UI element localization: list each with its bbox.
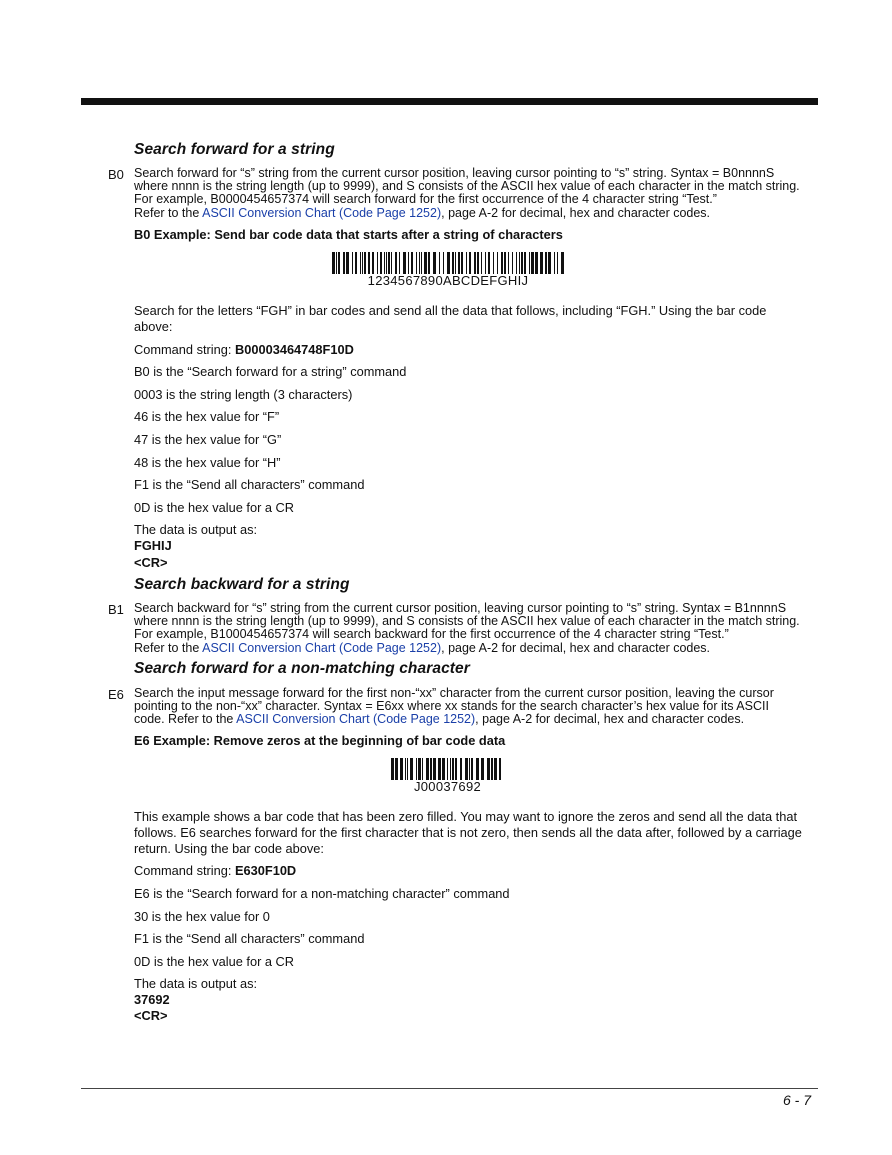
barcode-bar — [512, 252, 513, 274]
barcode-bar — [424, 252, 427, 274]
barcode-bar — [494, 758, 497, 780]
barcode-bar — [497, 252, 498, 274]
header-rule — [81, 98, 818, 105]
b0-code: B0 — [108, 167, 124, 182]
barcode-bar — [519, 252, 520, 274]
barcode-bar — [400, 758, 403, 780]
barcode-bar — [338, 252, 340, 274]
barcode-bar — [439, 252, 440, 274]
b0-output-cr: <CR> — [134, 555, 168, 570]
barcode-bar — [452, 758, 454, 780]
e6-command-value: E630F10D — [235, 863, 297, 878]
barcode-bar — [469, 252, 471, 274]
barcode-bar — [403, 252, 406, 274]
b0-desc-line-1: Search forward for “s” string from the current cursor position, leaving cursor pointing to “s” string. Syntax = B0nnnnS — [134, 166, 775, 180]
barcode-bar — [561, 252, 564, 274]
barcode-bar — [476, 758, 479, 780]
b0-command-value: B00003464748F10D — [235, 342, 354, 357]
e6-output-label: The data is output as: — [134, 976, 258, 991]
barcode-bar — [388, 252, 390, 274]
e6-explanation — [134, 809, 824, 857]
b0-output-value: FGHIJ — [134, 538, 172, 553]
barcode-bar — [336, 252, 337, 274]
barcode-bar — [421, 252, 422, 274]
barcode-bar — [426, 758, 429, 780]
e6-desc-line-3 — [134, 713, 824, 726]
e6-ascii-chart-link[interactable]: ASCII Conversion Chart (Code Page 1252) — [236, 712, 476, 727]
barcode-bar — [384, 252, 385, 274]
b1-refer-pre: Refer to the — [134, 640, 203, 655]
barcode-bar — [386, 252, 387, 274]
barcode-bar — [508, 252, 509, 274]
b0-command-label: Command string: — [134, 342, 235, 357]
b1-desc-line-2: where nnnn is the string length (up to 9999), and S consists of the ASCII hex value of each character in the match string. — [134, 614, 800, 629]
footer-rule — [81, 1088, 818, 1089]
b1-ascii-chart-link[interactable]: ASCII Conversion Chart (Code Page 1252) — [202, 640, 442, 655]
e6-output-cr: <CR> — [134, 1008, 168, 1023]
b0-explain-line-1: Search for the letters “FGH” in bar codes and send all the data that follows, including “FGH.” Using the bar code — [134, 303, 767, 318]
e6-command-label: Command string: — [134, 863, 235, 878]
barcode-bar — [524, 252, 526, 274]
e6-command-string — [134, 863, 296, 878]
e6-example-title: E6 Example: Remove zeros at the beginning of bar code data — [134, 733, 506, 748]
barcode-bar — [554, 252, 555, 274]
barcode-bar — [355, 252, 357, 274]
barcode-bar — [491, 758, 493, 780]
barcode-bar — [368, 252, 370, 274]
barcode-bar — [455, 252, 456, 274]
b0-explanation — [134, 303, 824, 335]
b1-description — [134, 602, 824, 655]
barcode-bar — [450, 758, 451, 780]
barcode-bar — [531, 252, 534, 274]
e6-desc-pre: pointing to the non-“xx” character. — [134, 699, 324, 714]
e6-desc-line-1: Search the input message forward for the first non-“xx” character from the current cursor position, leaving the cursor — [134, 686, 774, 700]
barcode-bar — [408, 252, 409, 274]
barcode-bar — [471, 758, 473, 780]
barcode-bar — [418, 758, 421, 780]
b0-refer-line — [134, 207, 824, 220]
b0-description — [134, 167, 824, 220]
barcode-bar — [545, 252, 547, 274]
b0-refer-pre: Refer to the — [134, 205, 203, 220]
barcode-bar — [407, 758, 408, 780]
barcode-bar — [372, 252, 374, 274]
barcode-bar — [362, 252, 363, 274]
barcode-bar — [395, 252, 397, 274]
e6-refer-post: , page A-2 for decimal, hex and character codes. — [475, 712, 745, 727]
barcode-bar — [465, 758, 468, 780]
barcode-bar — [364, 252, 366, 274]
barcode-bar — [452, 252, 454, 274]
e6-code: E6 — [108, 687, 124, 702]
barcode-bar — [455, 758, 457, 780]
barcode-bar — [504, 252, 506, 274]
barcode-bar — [493, 252, 494, 274]
barcode-bar — [477, 252, 479, 274]
barcode-bar — [399, 252, 400, 274]
barcode-bar — [391, 758, 394, 780]
barcode-bar — [548, 252, 551, 274]
b0-step: 48 is the hex value for “H” — [134, 455, 281, 470]
e6-syntax: Syntax = E6xx — [323, 699, 404, 714]
barcode-bar — [433, 252, 436, 274]
barcode-bar — [516, 252, 517, 274]
b1-refer-post: , page A-2 for decimal, hex and character codes. — [441, 640, 711, 655]
e6-step: 0D is the hex value for a CR — [134, 954, 295, 969]
barcode-bar — [416, 252, 417, 274]
b0-step: F1 is the “Send all characters” command — [134, 477, 365, 492]
barcode-bar — [501, 252, 503, 274]
barcode-bar — [433, 758, 436, 780]
barcode-bar — [410, 758, 413, 780]
barcode-bar — [430, 758, 432, 780]
barcode-bar — [485, 252, 486, 274]
b1-desc-line-1: Search backward for “s” string from the current cursor position, leaving cursor pointing to “s” string. Syntax = B1nnnnS — [134, 601, 787, 615]
e6-barcode — [391, 758, 504, 780]
e6-step: E6 is the “Search forward for a non-matching character” command — [134, 886, 510, 901]
barcode-bar — [346, 252, 349, 274]
b1-desc-line-3: For example, B1000454657374 will search backward for the first occurrence of the 4 character string “Test.” — [134, 627, 729, 642]
b0-step: B0 is the “Search forward for a string” command — [134, 364, 407, 379]
e6-description — [134, 687, 824, 727]
barcode-bar — [458, 252, 460, 274]
e6-heading: Search forward for a non-matching character — [134, 660, 470, 677]
b1-refer-line — [134, 642, 824, 655]
barcode-bar — [391, 252, 392, 274]
barcode-bar — [332, 252, 335, 274]
b0-step: 0003 is the string length (3 characters) — [134, 387, 353, 402]
barcode-bar — [466, 252, 467, 274]
e6-desc-post: where xx stands for the search character’s hex value for its ASCII — [403, 699, 769, 714]
e6-refer-pre: code. Refer to the — [134, 712, 237, 727]
barcode-bar — [447, 758, 448, 780]
barcode-bar — [461, 252, 463, 274]
barcode-bar — [481, 252, 482, 274]
barcode-bar — [540, 252, 543, 274]
barcode-bar — [481, 758, 484, 780]
b1-heading: Search backward for a string — [134, 576, 350, 593]
b0-refer-post: , page A-2 for decimal, hex and character codes. — [441, 205, 711, 220]
barcode-bar — [405, 758, 406, 780]
barcode-bar — [447, 252, 450, 274]
barcode-bar — [488, 252, 490, 274]
barcode-bar — [460, 758, 462, 780]
barcode-bar — [474, 252, 476, 274]
barcode-bar — [557, 252, 558, 274]
barcode-bar — [438, 758, 441, 780]
barcode-bar — [352, 252, 353, 274]
b0-step: 46 is the hex value for “F” — [134, 409, 280, 424]
e6-explain-line-1: This example shows a bar code that has been zero filled. You may want to ignore the zeros and send all the data that — [134, 809, 798, 824]
b0-barcode — [332, 252, 564, 274]
barcode-bar — [469, 758, 470, 780]
barcode-bar — [487, 758, 490, 780]
barcode-bar — [428, 252, 430, 274]
b0-explain-line-2: above: — [134, 319, 173, 334]
page-number: 6 - 7 — [782, 1092, 811, 1108]
barcode-bar — [380, 252, 382, 274]
barcode-bar — [529, 252, 530, 274]
b0-step: 0D is the hex value for a CR — [134, 500, 295, 515]
b0-command-string — [134, 342, 354, 357]
e6-barcode-label: J00037692 — [413, 779, 482, 794]
barcode-bar — [395, 758, 398, 780]
barcode-bar — [443, 252, 444, 274]
barcode-bar — [499, 758, 501, 780]
b0-desc-line-3: For example, B0000454657374 will search forward for the first occurrence of the 4 character string “Test.” — [134, 192, 717, 207]
barcode-bar — [343, 252, 345, 274]
e6-explain-line-2: follows. E6 searches forward for the first character that is not zero, then sends all the data after, followed by a carriage — [134, 825, 802, 840]
e6-explain-line-3: return. Using the bar code above: — [134, 841, 324, 856]
b0-desc-line-2: where nnnn is the string length (up to 9999), and S consists of the ASCII hex value of each character in the match string. — [134, 179, 800, 194]
b1-code: B1 — [108, 602, 124, 617]
b0-ascii-chart-link[interactable]: ASCII Conversion Chart (Code Page 1252) — [202, 205, 442, 220]
b0-barcode-label: 1234567890ABCDEFGHIJ — [367, 273, 529, 288]
b0-example-title: B0 Example: Send bar code data that starts after a string of characters — [134, 227, 563, 242]
b0-output-label: The data is output as: — [134, 522, 258, 537]
b0-step: 47 is the hex value for “G” — [134, 432, 282, 447]
barcode-bar — [419, 252, 420, 274]
barcode-bar — [535, 252, 538, 274]
e6-step: F1 is the “Send all characters” command — [134, 931, 365, 946]
barcode-bar — [442, 758, 445, 780]
barcode-bar — [521, 252, 523, 274]
barcode-bar — [360, 252, 361, 274]
e6-step: 30 is the hex value for 0 — [134, 909, 270, 924]
barcode-bar — [422, 758, 423, 780]
barcode-bar — [377, 252, 378, 274]
b0-heading: Search forward for a string — [134, 141, 335, 158]
e6-output-value: 37692 — [134, 992, 170, 1007]
barcode-bar — [411, 252, 413, 274]
barcode-bar — [416, 758, 417, 780]
